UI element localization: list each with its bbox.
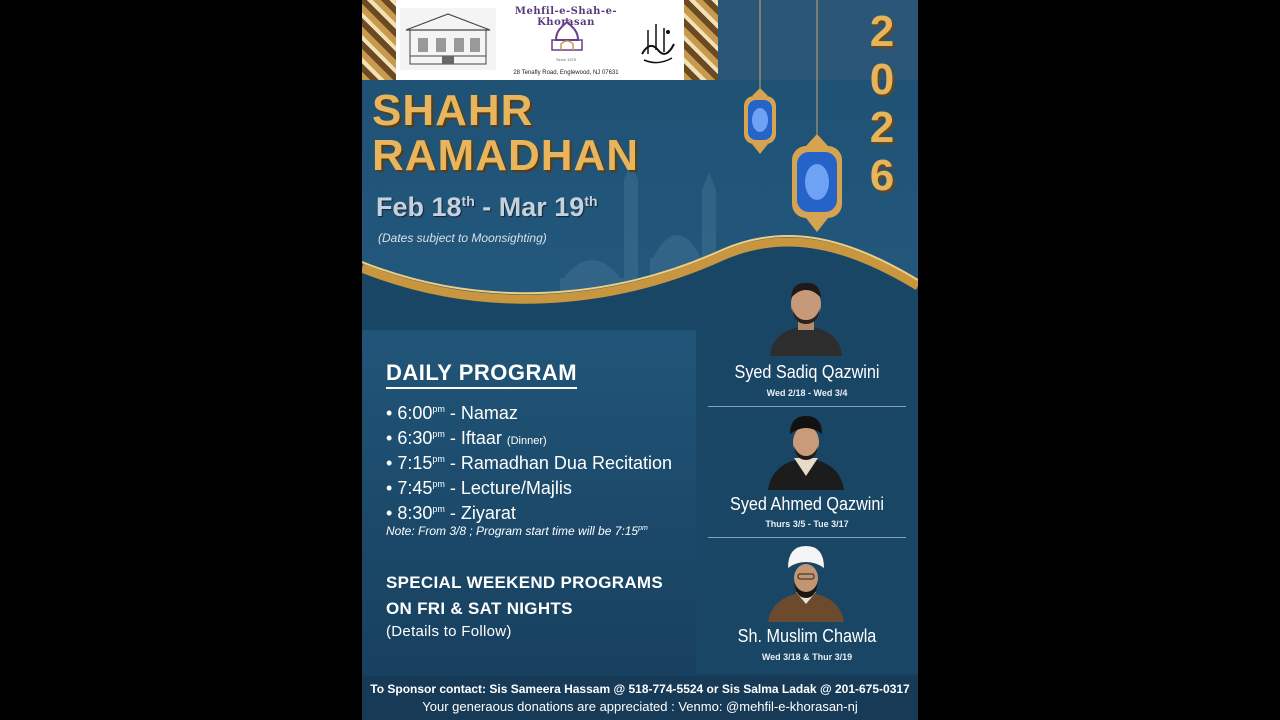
- program-label: Ziyarat: [460, 503, 516, 523]
- year-digit: 2: [869, 7, 895, 56]
- footer: [362, 676, 918, 720]
- program-ampm: pm: [432, 479, 445, 489]
- hanging-lamp-small-icon: [738, 0, 782, 160]
- program-label: Lecture/Majlis: [460, 478, 572, 498]
- ramadhan-poster: [362, 0, 918, 720]
- program-ampm: pm: [432, 404, 445, 414]
- calligraphy-icon: [636, 10, 680, 70]
- divider: [708, 406, 906, 407]
- program-label: Ramadhan Dua Recitation: [460, 453, 672, 473]
- list-item: • $7:45^{pm}$ - Lecture/Majlis: [386, 478, 572, 498]
- program-time: 7:45: [397, 478, 433, 498]
- brand-since: Since 1975: [555, 57, 576, 62]
- end-date-suffix: th: [584, 193, 598, 209]
- page-title: [372, 88, 712, 178]
- geometric-pattern-left: [362, 0, 396, 80]
- year: [862, 8, 902, 200]
- speaker-dates: Wed 3/18 & Thur 3/19: [761, 652, 853, 662]
- date-separator: -: [474, 192, 499, 222]
- program-label: Iftaar: [460, 428, 502, 448]
- speaker-dates: Thurs 3/5 - Tue 3/17: [765, 519, 849, 529]
- speaker-photo-3: [766, 544, 846, 622]
- hanging-lamp-large-icon: [786, 0, 848, 240]
- program-note: [386, 524, 696, 538]
- address: 28 Tenafly Road, Englewood, NJ 07631: [513, 70, 619, 76]
- list-item: • $8:30^{pm}$ - Ziyarat: [386, 503, 516, 523]
- speaker-name: Sh. Muslim Chawla: [737, 626, 877, 646]
- program-ampm: pm: [432, 429, 445, 439]
- donation-note: Your generaous donations are appreciated : Venmo: @mehfil-e-khorasan-nj: [422, 699, 858, 714]
- program-ampm: pm: [432, 504, 445, 514]
- geometric-pattern-right: [684, 0, 718, 80]
- start-date: Feb 18: [376, 192, 462, 222]
- list-item: • $7:15^{pm}$ - Ramadhan Dua Recitation: [386, 453, 672, 473]
- program-ampm: pm: [432, 454, 445, 464]
- weekend-line-2: ON FRI & SAT NIGHTS: [386, 599, 573, 618]
- program-time: 6:00: [397, 403, 433, 423]
- program-label: Namaz: [460, 403, 518, 423]
- program-extra: (Dinner): [506, 435, 547, 447]
- program-note-text: Note: From 3/8 ; Program start time will be 7:15: [386, 524, 639, 538]
- sponsor-contact: To Sponsor contact: Sis Sameera Hassam @ 518-774-5524 or Sis Salma Ladak @ 201-675-0317: [370, 682, 910, 696]
- speaker-photo-2: [766, 412, 846, 490]
- moonsighting-note: (Dates subject to Moonsighting): [378, 231, 547, 245]
- weekend-programs: [386, 570, 716, 642]
- program-time: 7:15: [397, 453, 433, 473]
- title-line-1: SHAHR: [372, 86, 534, 135]
- date-range: [376, 192, 598, 223]
- program-note-suffix: pm: [638, 525, 648, 532]
- year-digit: 2: [869, 103, 895, 152]
- start-date-suffix: th: [461, 193, 475, 209]
- speakers-panel: [696, 290, 918, 674]
- program-heading: DAILY PROGRAM: [386, 360, 577, 389]
- program-time: 6:30: [397, 428, 433, 448]
- speaker-name: Syed Ahmed Qazwini: [730, 494, 884, 514]
- speaker-dates: Wed 2/18 - Wed 3/4: [766, 388, 848, 398]
- year-digit: 6: [869, 151, 895, 200]
- end-date: Mar 19: [498, 192, 585, 222]
- title-line-2: RAMADHAN: [372, 131, 640, 180]
- program-time: 8:30: [397, 503, 433, 523]
- logo-banner: [396, 0, 684, 80]
- speaker-photo-1: [766, 278, 846, 356]
- divider: [708, 537, 906, 538]
- weekend-line-1: SPECIAL WEEKEND PROGRAMS: [386, 573, 664, 592]
- building-sketch-icon: [400, 8, 496, 70]
- year-digit: 0: [869, 55, 895, 104]
- list-item: • $6:00^{pm}$ - Namaz: [386, 403, 518, 423]
- speaker-name: Syed Sadiq Qazwini: [734, 362, 880, 382]
- daily-program: [386, 360, 696, 538]
- list-item: • $6:30^{pm}$ - Iftaar (Dinner): [386, 428, 547, 448]
- brand-name: Mehfil-e-Shah-e-Khorasan: [514, 6, 618, 28]
- mosque-logo-icon: [548, 18, 586, 56]
- weekend-note: (Details to Follow): [386, 623, 512, 640]
